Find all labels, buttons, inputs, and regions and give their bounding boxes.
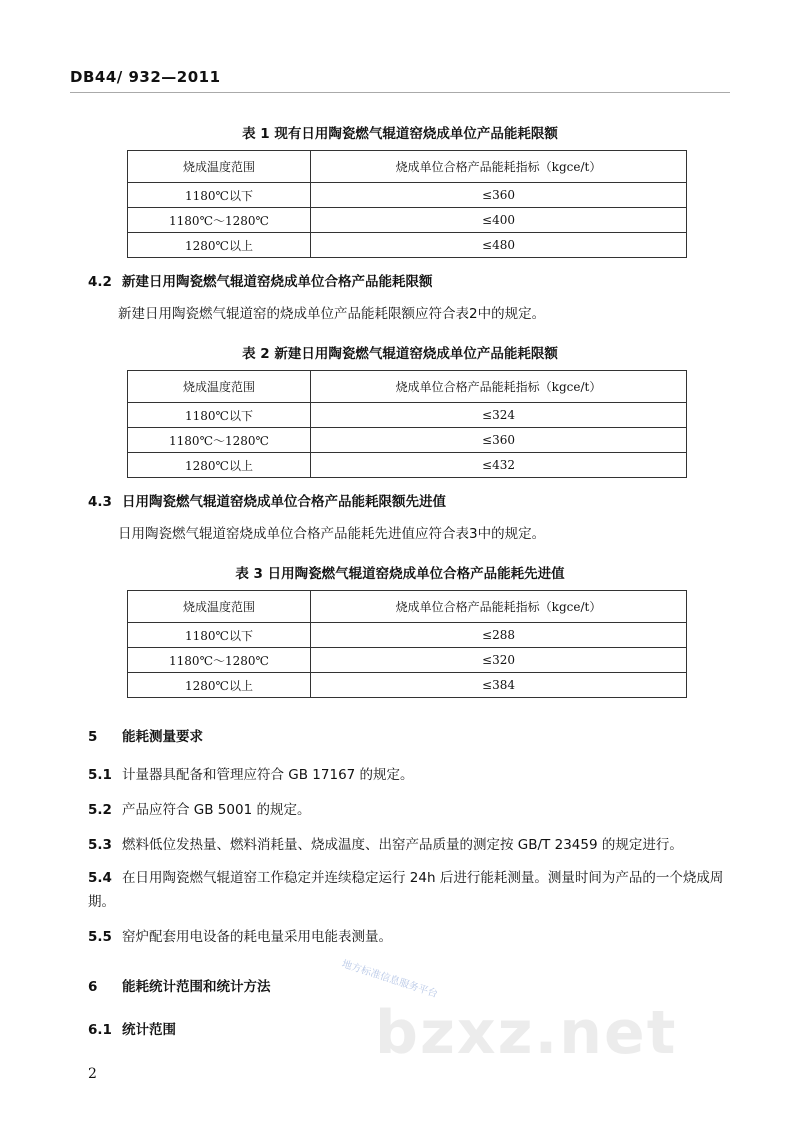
table-cell: ≤288: [311, 623, 687, 648]
section-5-heading: [88, 725, 203, 745]
table-3: [127, 590, 687, 698]
table-2-title: 表 2 新建日用陶瓷燃气辊道窑烧成单位产品能耗限额: [242, 346, 558, 362]
section-4-2-heading: [88, 270, 433, 290]
section-number: 5: [88, 729, 98, 745]
table-row: [128, 623, 687, 648]
section-4-2-text: 新建日用陶瓷燃气辊道窑的烧成单位产品能耗限额应符合表2中的规定。: [118, 306, 546, 322]
table-cell: 1180℃～1280℃: [128, 208, 311, 233]
section-number: 5.1: [88, 767, 112, 783]
column-header: 烧成单位合格产品能耗指标（kgce/t）: [311, 591, 687, 623]
table-cell: ≤400: [311, 208, 687, 233]
watermark: bzxz.net: [375, 998, 678, 1068]
section-number: 6.1: [88, 1022, 112, 1038]
section-number: 5.4: [88, 870, 112, 886]
table-1: [127, 150, 687, 258]
watermark-small: 地方标准信息服务平台: [340, 958, 439, 1001]
column-header: 烧成温度范围: [128, 151, 311, 183]
table-row: [128, 648, 687, 673]
column-header: 烧成温度范围: [128, 371, 311, 403]
table-header-row: [128, 371, 687, 403]
section-title: 统计范围: [122, 1022, 176, 1038]
table-cell: 1280℃以上: [128, 233, 311, 258]
table-header-row: [128, 151, 687, 183]
section-number: 5.3: [88, 837, 112, 853]
table-header-row: [128, 591, 687, 623]
section-text: 产品应符合 GB 5001 的规定。: [122, 802, 311, 818]
section-title: 日用陶瓷燃气辊道窑烧成单位合格产品能耗限额先进值: [122, 494, 446, 510]
table-cell: 1280℃以上: [128, 673, 311, 698]
section-title: 新建日用陶瓷燃气辊道窑烧成单位合格产品能耗限额: [122, 274, 433, 290]
table-3-title: 表 3 日用陶瓷燃气辊道窑烧成单位合格产品能耗先进值: [235, 566, 565, 582]
table-cell: ≤320: [311, 648, 687, 673]
table-cell: 1180℃以下: [128, 403, 311, 428]
section-number: 6: [88, 979, 98, 995]
table-row: [128, 673, 687, 698]
section-number: 4.2: [88, 274, 112, 290]
table-2: [127, 370, 687, 478]
section-4-3-text: 日用陶瓷燃气辊道窑烧成单位合格产品能耗先进值应符合表3中的规定。: [118, 526, 546, 542]
section-text: 燃料低位发热量、燃料消耗量、烧成温度、出窑产品质量的测定按 GB/T 23459 的规定进行。: [122, 837, 683, 853]
table-row: [128, 233, 687, 258]
section-5-5: [88, 925, 748, 949]
table-cell: 1180℃～1280℃: [128, 428, 311, 453]
section-title: 能耗统计范围和统计方法: [122, 979, 271, 995]
section-text: 计量器具配备和管理应符合 GB 17167 的规定。: [122, 767, 414, 783]
section-5-1: [88, 763, 748, 787]
table-cell: 1280℃以上: [128, 453, 311, 478]
table-row: [128, 183, 687, 208]
section-5-3: [88, 833, 748, 857]
table-row: [128, 208, 687, 233]
table-cell: ≤480: [311, 233, 687, 258]
table-cell: ≤384: [311, 673, 687, 698]
table-row: [128, 428, 687, 453]
section-4-3-heading: [88, 490, 446, 510]
section-number: 5.5: [88, 929, 112, 945]
table-cell: ≤432: [311, 453, 687, 478]
section-text: 在日用陶瓷燃气辊道窑工作稳定并连续稳定运行 24h 后进行能耗测量。测量时间为产品的一个烧成周期。: [88, 870, 724, 910]
column-header: 烧成单位合格产品能耗指标（kgce/t）: [311, 371, 687, 403]
header-rule: [70, 92, 730, 93]
section-number: 4.3: [88, 494, 112, 510]
section-number: 5.2: [88, 802, 112, 818]
section-6-1-heading: [88, 1018, 176, 1038]
table-cell: ≤360: [311, 183, 687, 208]
section-5-2: [88, 798, 748, 822]
table-row: [128, 403, 687, 428]
table-cell: ≤360: [311, 428, 687, 453]
section-5-4: [88, 866, 748, 914]
page-number: 2: [88, 1066, 97, 1082]
table-cell: 1180℃以下: [128, 183, 311, 208]
table-cell: 1180℃以下: [128, 623, 311, 648]
column-header: 烧成温度范围: [128, 591, 311, 623]
document-code: DB44/ 932—2011: [70, 68, 221, 86]
table-row: [128, 453, 687, 478]
section-title: 能耗测量要求: [122, 729, 203, 745]
table-cell: ≤324: [311, 403, 687, 428]
table-cell: 1180℃～1280℃: [128, 648, 311, 673]
section-text: 窑炉配套用电设备的耗电量采用电能表测量。: [122, 929, 392, 945]
section-6-heading: [88, 975, 271, 995]
column-header: 烧成单位合格产品能耗指标（kgce/t）: [311, 151, 687, 183]
table-1-title: 表 1 现有日用陶瓷燃气辊道窑烧成单位产品能耗限额: [242, 126, 558, 142]
